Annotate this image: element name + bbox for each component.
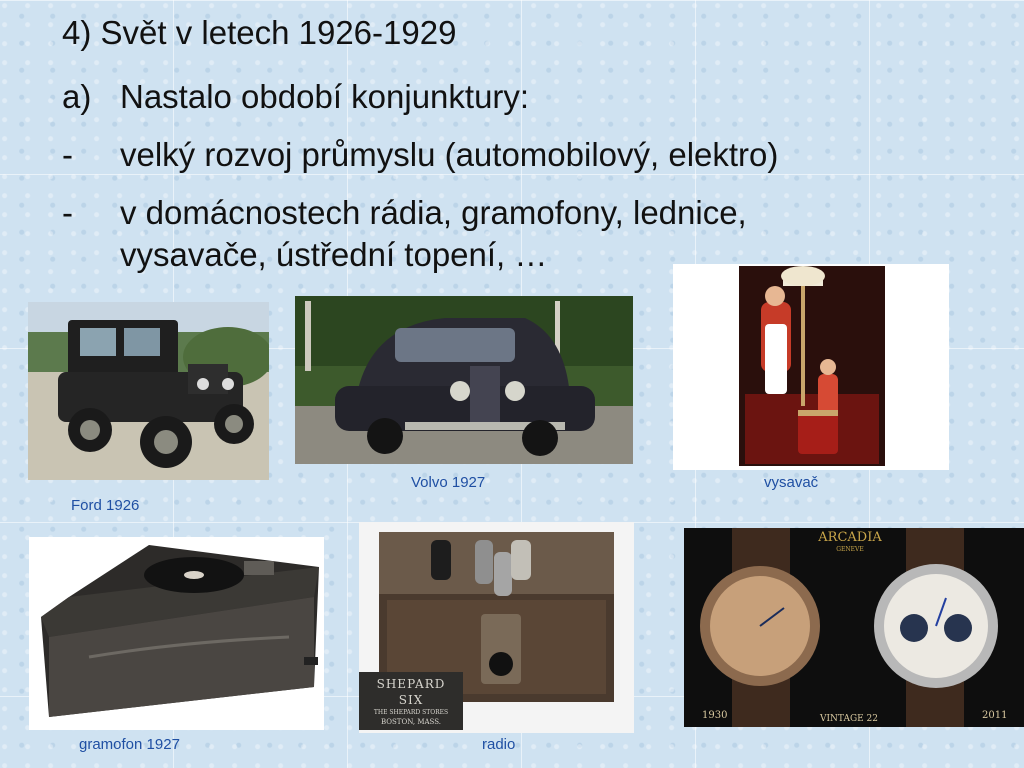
radio-plate-title: SHEPARD SIX xyxy=(376,677,446,707)
watch-brand: ARCADIA xyxy=(818,530,882,545)
bullet-text-line2: vysavače, ústřední topení, … xyxy=(120,236,548,273)
radio-plate-city: BOSTON, MASS. xyxy=(380,718,441,726)
caption-radio: radio xyxy=(482,736,516,753)
caption-volvo: Volvo 1927 xyxy=(411,474,486,491)
bullet-marker: - xyxy=(62,136,73,173)
caption-gramophone: gramofon 1927 xyxy=(79,736,180,753)
point-a xyxy=(62,76,862,118)
volvo-photo xyxy=(295,296,633,464)
watch-brand-sub: GENEVE xyxy=(836,546,864,553)
bullet-marker: - xyxy=(62,194,73,231)
vacuum-photo xyxy=(673,264,949,470)
watch-label-center: VINTAGE 22 xyxy=(820,714,879,724)
bullet-text-line1: v domácnostech rádia, gramofony, lednice, xyxy=(120,194,747,231)
gramophone-photo xyxy=(29,537,324,730)
ford-photo xyxy=(28,302,269,480)
point-text: Nastalo období konjunktury: xyxy=(120,78,530,115)
watch-year-right: 2011 xyxy=(982,710,1008,721)
bullet-text: velký rozvoj průmyslu (automobilový, elektro) xyxy=(120,136,779,173)
radio-photo xyxy=(359,522,634,733)
caption-ford: Ford 1926 xyxy=(71,497,140,514)
radio-plate-sub: THE SHEPARD STORES xyxy=(373,709,449,716)
caption-vacuum: vysavač xyxy=(764,474,819,491)
watch-year-left: 1930 xyxy=(702,710,728,721)
point-marker: a) xyxy=(62,78,92,115)
bullet-1 xyxy=(62,134,912,176)
radio-plate xyxy=(363,676,459,726)
slide-title: 4) Svět v letech 1926-1929 xyxy=(62,14,457,51)
watches-photo xyxy=(684,528,1024,727)
